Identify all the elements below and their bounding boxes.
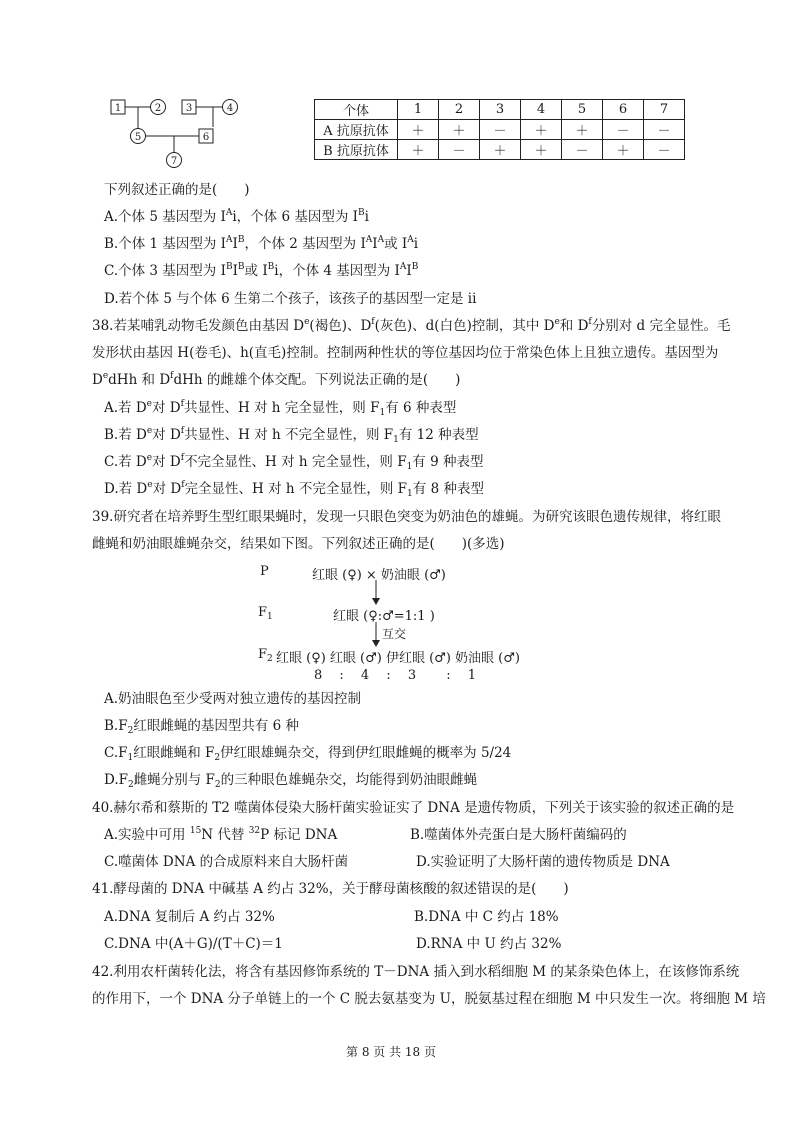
q39-line-2: 雌蝇和奶油眼雄蝇杂交，结果如下图。下列叙述正确的是( )(多选): [92, 536, 505, 552]
superscript: f: [588, 317, 592, 327]
pedigree-label-2: 2: [154, 103, 162, 114]
cross-p-label: P: [260, 564, 269, 579]
q41-option-a: A.DNA 复制后 A 约占 32%: [104, 909, 275, 925]
text: A.个体 5 基因型为 I: [104, 209, 226, 225]
table-cell: ＋: [603, 140, 644, 160]
superscript: B: [237, 262, 245, 272]
superscript: f: [371, 317, 375, 327]
superscript: 32: [248, 826, 261, 836]
q38-line-2: 发形状由基因 H(卷毛)、h(直毛)控制。控制两种性状的等位基因均位于常染色体上且独立遗传。基因型为: [92, 345, 719, 361]
q41-option-d: D.RNA 中 U 约占 32%: [416, 936, 562, 952]
page-footer: 第 8 页 共 18 页: [346, 1045, 436, 1059]
q39-option-b: [104, 714, 299, 734]
table-cell: －: [480, 120, 521, 140]
q39-option-a: A.奶油眼色至少受两对独立遗传的基因控制: [104, 691, 362, 707]
q38-option-a: [104, 396, 456, 416]
q38-line-3: [92, 368, 460, 388]
cross-f1-text: 红眼 (♀:♂=1:1 ): [333, 609, 435, 624]
table-header-cell: 个体: [315, 100, 398, 120]
table-header-cell: 5: [562, 100, 603, 120]
superscript: f: [180, 426, 185, 436]
text: 对 D: [152, 454, 181, 470]
table-header-cell: 4: [521, 100, 562, 120]
text: 雌蝇分别与 F: [133, 772, 215, 788]
text: D.若 D: [104, 481, 148, 497]
table-cell: ＋: [398, 140, 439, 160]
text: ，个体 2 基因型为 I: [244, 236, 366, 252]
text: 38.若某哺乳动物毛发颜色由基因 D: [92, 318, 305, 334]
text: 有 9 种表型: [412, 454, 484, 470]
text: 伊红眼雄蝇杂交，得到伊红眼雌蝇的概率为 5/24: [220, 745, 512, 761]
q37-stem: 下列叙述正确的是( ): [104, 182, 250, 198]
superscript: 15: [189, 826, 202, 836]
table-cell: －: [644, 120, 685, 140]
superscript: e: [102, 371, 109, 381]
text: 对 D: [152, 427, 181, 443]
table-cell: ＋: [480, 140, 521, 160]
q40-stem: 40.赫尔希和蔡斯的 T2 噬菌体侵染大肠杆菌实验证实了 DNA 是遗传物质，下列关于该实验的叙述正确的是: [92, 800, 735, 816]
q41-option-c: C.DNA 中(A＋G)/(T＋C)＝1: [104, 936, 283, 952]
q37-option-d: D.若个体 5 与个体 6 生第二个孩子，该孩子的基因型一定是 ii: [104, 291, 477, 307]
superscript: f: [180, 399, 184, 409]
pedigree-label-7: 7: [170, 156, 178, 167]
q38-option-c: [104, 450, 483, 470]
superscript: f: [181, 480, 185, 490]
table-cell: ＋: [521, 120, 562, 140]
subscript: 2: [267, 654, 273, 664]
superscript: e: [147, 480, 153, 490]
superscript: e: [304, 317, 310, 327]
text: F: [258, 647, 268, 662]
cross-p-text: 红眼 (♀) × 奶油眼 (♂): [312, 568, 446, 583]
text: B.个体 1 基因型为 I: [104, 236, 227, 252]
superscript: A: [226, 235, 233, 245]
superscript: f: [170, 371, 174, 381]
superscript: B: [237, 235, 245, 245]
text: 的三种眼色雄蝇杂交，均能得到奶油眼雌蝇: [220, 772, 478, 788]
text: D.F: [104, 772, 129, 788]
subscript: 1: [407, 489, 413, 499]
superscript: f: [180, 453, 185, 463]
subscript: 2: [214, 780, 221, 790]
text: 分别对 d 完全显性。毛: [591, 318, 731, 334]
table-header-cell: 3: [480, 100, 521, 120]
superscript: A: [225, 208, 233, 218]
text: 红眼雌蝇的基因型共有 6 种: [133, 718, 299, 734]
text: 或 I: [384, 236, 408, 252]
text: B.若 D: [104, 427, 147, 443]
down-arrow-icon: [368, 580, 384, 606]
table-cell: －: [439, 140, 480, 160]
table-header-cell: 7: [644, 100, 685, 120]
text: C.F: [104, 745, 128, 761]
q42-line-1: 42.利用农杆菌转化法，将含有基因修饰系统的 T－DNA 插入到水稻细胞 M 的某条染色体上，在该修饰系统: [92, 964, 740, 980]
text: 共显性、H 对 h 完全显性，则 F: [183, 400, 380, 416]
text: (褐色)、D: [309, 318, 372, 334]
text: 或 I: [244, 263, 268, 279]
superscript: B: [225, 262, 233, 272]
text: 红眼雌蝇和 F: [133, 745, 215, 761]
table-header-row: [315, 100, 685, 120]
pedigree-label-1: 1: [114, 103, 122, 114]
antigen-table: [314, 99, 685, 160]
subscript: 1: [406, 462, 413, 472]
q38-line-1: [92, 314, 730, 334]
q37-option-b: [104, 232, 418, 252]
superscript: A: [407, 235, 414, 245]
superscript: B: [267, 262, 275, 272]
q41-option-b: B.DNA 中 C 约占 18%: [414, 909, 559, 925]
text: 不完全显性、H 对 h 完全显性，则 F: [184, 454, 407, 470]
q37-option-a: [104, 205, 369, 225]
pedigree-label-6: 6: [202, 132, 210, 143]
table-header-cell: 2: [439, 100, 480, 120]
text: A.实验中可用: [104, 827, 190, 843]
superscript: A: [399, 262, 407, 272]
text: 共显性、H 对 h 不完全显性，则 F: [184, 427, 394, 443]
text: F: [258, 605, 268, 620]
superscript: e: [554, 317, 560, 327]
table-cell: ＋: [562, 120, 603, 140]
table-header-cell: 6: [603, 100, 644, 120]
table-cell: ＋: [521, 140, 562, 160]
text: N 代替: [201, 827, 249, 843]
q40-option-b: B.噬菌体外壳蛋白是大肠杆菌编码的: [410, 827, 627, 843]
superscript: e: [146, 399, 152, 409]
table-cell: ＋: [398, 120, 439, 140]
q41-stem: 41.酵母菌的 DNA 中碱基 A 约占 32%，关于酵母菌核酸的叙述错误的是( ): [92, 881, 569, 897]
text: 有 6 种表型: [385, 400, 457, 416]
table-cell: B 抗原抗体: [315, 140, 398, 160]
q40-option-a: [104, 823, 337, 843]
text: 完全显性、H 对 h 不完全显性，则 F: [184, 481, 408, 497]
text: B.F: [104, 718, 128, 734]
pedigree-label-3: 3: [185, 103, 193, 114]
subscript: 2: [127, 726, 134, 736]
text: A.若 D: [104, 400, 147, 416]
superscript: e: [146, 453, 153, 463]
q38-option-b: [104, 423, 479, 443]
q37-option-c: [104, 259, 418, 279]
q38-option-d: [104, 477, 484, 497]
text: I: [372, 236, 378, 252]
text: D: [92, 372, 103, 388]
text: 对 D: [151, 400, 181, 416]
table-cell: －: [562, 140, 603, 160]
text: 对 D: [152, 481, 182, 497]
cross-hujiao-label: 互交: [382, 627, 407, 641]
superscript: A: [365, 235, 373, 245]
text: i: [413, 236, 419, 252]
text: (灰色)、d(白色)控制，其中 D: [374, 318, 555, 334]
text: i，个体 6 基因型为 I: [232, 209, 358, 225]
text: I: [406, 263, 412, 279]
table-row: [315, 140, 685, 160]
table-row: [315, 120, 685, 140]
text: C.个体 3 基因型为 I: [104, 263, 226, 279]
table-header-cell: 1: [398, 100, 439, 120]
table-cell: A 抗原抗体: [315, 120, 398, 140]
text: I: [232, 236, 238, 252]
cross-f2-label: [258, 647, 273, 662]
subscript: 1: [267, 612, 273, 622]
q39-option-c: [104, 741, 511, 761]
superscript: A: [377, 235, 385, 245]
q39-option-d: [104, 768, 477, 788]
pedigree-diagram: [104, 95, 244, 170]
superscript: B: [357, 208, 365, 218]
subscript: 1: [127, 753, 134, 763]
text: 有 8 种表型: [412, 481, 484, 497]
cross-ratio: 8 : 4 : 3 : 1: [314, 668, 477, 683]
q42-line-2: 的作用下，一个 DNA 分子单链上的一个 C 脱去氨基变为 U，脱氨基过程在细胞 M 中只发生一次。将细胞 M 培: [92, 991, 766, 1007]
subscript: 1: [379, 408, 386, 418]
q39-line-1: 39.研究者在培养野生型红眼果蝇时，发现一只眼色突变为奶油色的雄蝇。为研究该眼色遗传规律，将红眼: [92, 509, 721, 525]
subscript: 2: [128, 780, 134, 790]
subscript: 2: [214, 753, 221, 763]
text: P 标记 DNA: [260, 827, 338, 843]
superscript: B: [411, 262, 419, 272]
table-cell: －: [644, 140, 685, 160]
text: i: [364, 209, 369, 225]
text: i，个体 4 基因型为 I: [274, 263, 400, 279]
text: I: [232, 263, 238, 279]
superscript: e: [146, 426, 153, 436]
text: C.若 D: [104, 454, 147, 470]
pedigree-label-5: 5: [134, 132, 142, 143]
q40-option-c: C.噬菌体 DNA 的合成原料来自大肠杆菌: [104, 854, 349, 870]
q40-option-d: D.实验证明了大肠杆菌的遗传物质是 DNA: [416, 854, 670, 870]
text: dHh 和 D: [108, 372, 171, 388]
text: 有 12 种表型: [398, 427, 479, 443]
table-cell: －: [603, 120, 644, 140]
cross-f1-label: [258, 605, 273, 620]
cross-f2-text: 红眼 (♀) 红眼 (♂) 伊红眼 (♂) 奶油眼 (♂): [276, 651, 520, 666]
table-cell: ＋: [439, 120, 480, 140]
pedigree-label-4: 4: [226, 103, 234, 114]
text: dHh 的雌雄个体交配。下列说法正确的是( ): [173, 372, 461, 388]
text: 和 D: [559, 318, 589, 334]
subscript: 1: [393, 435, 399, 445]
